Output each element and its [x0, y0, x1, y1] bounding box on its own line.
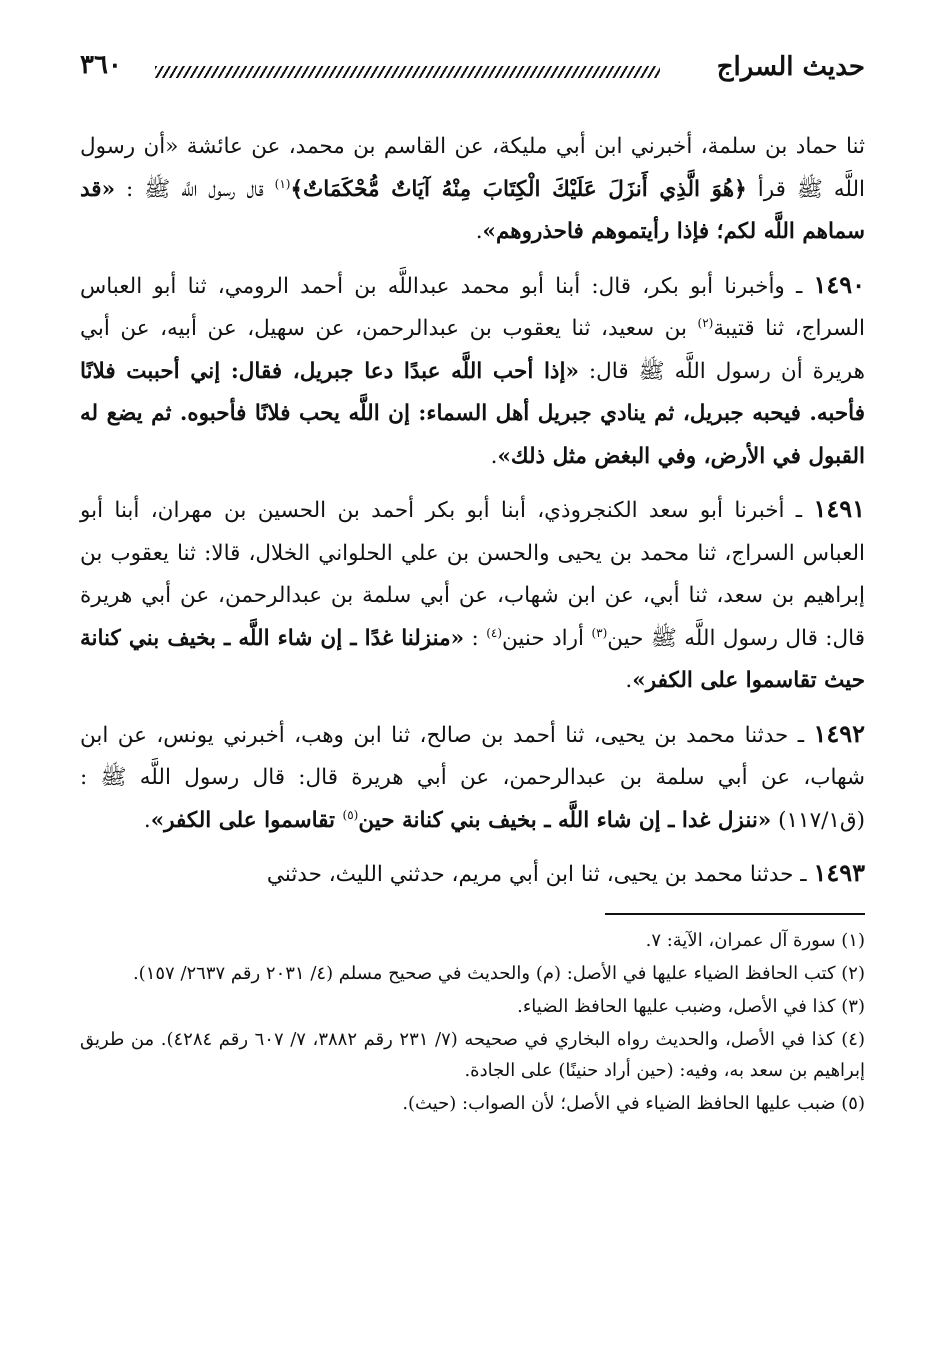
page-number: ٣٦٠	[80, 50, 122, 80]
quoted-text: ﴿هُوَ الَّذِي أَنزَلَ عَلَيْكَ الْكِتَابَ مِنْهُ آيَاتٌ مُّحْكَمَاتٌ﴾	[290, 176, 747, 202]
text-segment: .	[625, 668, 633, 693]
footnote: (٣) كذا في الأصل، وضبب عليها الحافظ الضياء.	[517, 995, 865, 1017]
page-header	[80, 48, 865, 92]
quoted-text: «إذا أحب اللَّه عبدًا دعا جبريل، فقال: إني أحببت فلانًا فأحبه. فيحبه جبريل، ثم ينادي جبريل أهل السماء: إن اللَّه يحب فلانًا فأحبوه. ثم يضع له القبول في الأرض، وفي البغض مثل ذلك»	[80, 358, 865, 469]
footnote-ref: (١)	[274, 176, 291, 191]
footnote: (٥) ضبب عليها الحافظ الضياء في الأصل؛ لأن الصواب: (حيث).	[402, 1092, 865, 1114]
text-segment: ـ حدثنا محمد بن يحيى، ثنا ابن أبي مريم، حدثني الليث، حدثني	[266, 862, 814, 887]
footnotes	[80, 925, 865, 1119]
footnote-separator	[605, 913, 865, 915]
footnote-ref: (٢)	[697, 315, 714, 330]
running-title: حديث السراج	[716, 52, 865, 82]
paragraph	[80, 852, 865, 897]
footnote: (٢) كتب الحافظ الضياء عليها في الأصل: (م) والحديث في صحيح مسلم (٤/ ٢٠٣١ رقم ٢٦٣٧/ ١٥٧).	[132, 962, 865, 984]
text-segment: ـ وأخبرنا أبو بكر، قال: أبنا أبو محمد عبداللَّه بن أحمد الرومي، ثنا أبو العباس السراج، ثنا قتيبة	[80, 273, 865, 341]
quoted-text: «منزلنا غدًا ـ إن شاء اللَّه ـ بخيف بني كنانة حيث تقاسموا على الكفر»	[80, 625, 865, 693]
text-segment: أراد حنين	[502, 625, 592, 651]
hadith-number: ١٤٩٣	[813, 858, 865, 887]
text-segment: قال رسول اللَّه ﷺ :	[115, 176, 275, 202]
footnote-ref: (٥)	[342, 807, 359, 822]
footnote: (٤) كذا في الأصل، والحديث رواه البخاري في صحيحه (٧/ ٢٣١ رقم ٣٨٨٢، ٧/ ٦٠٧ رقم ٤٢٨٤). من طريق إبراهيم بن سعد به، وفيه: (حين أراد حنينًا) على الجادة.	[80, 1028, 865, 1081]
quoted-text: «ننزل غدا ـ إن شاء اللَّه ـ بخيف بني كنانة حين	[358, 807, 772, 833]
paragraph	[80, 488, 865, 703]
text-segment: .	[475, 219, 483, 244]
paragraph	[80, 713, 865, 843]
quoted-text: «قد سماهم اللَّه لكم؛ فإذا رأيتموهم فاحذروهم»	[80, 176, 865, 244]
footnote: (١) سورة آل عمران، الآية: ٧.	[645, 929, 865, 951]
hadith-number: ١٤٩٢	[813, 718, 865, 748]
hadith-number: ١٤٩١	[813, 494, 865, 523]
paragraph	[80, 264, 865, 479]
hadith-number: ١٤٩٠	[813, 269, 865, 299]
text-segment: .	[143, 807, 151, 833]
book-page	[80, 48, 865, 1308]
header-ornament-rule	[155, 66, 660, 78]
text-segment: ـ حدثنا محمد بن يحيى، ثنا أحمد بن صالح، ثنا ابن وهب، أخبرني يونس، عن ابن شهاب، عن أبي سلمة بن عبدالرحمن، عن أبي هريرة قال: قال رسول اللَّه ﷺ : (ق١١٧/١)	[80, 722, 865, 833]
paragraph	[80, 126, 865, 254]
main-text	[80, 126, 865, 897]
footnote-ref: (٤)	[486, 625, 503, 640]
text-segment: .	[490, 443, 498, 469]
text-segment: ثنا حماد بن سلمة، أخبرني ابن أبي مليكة، عن القاسم بن محمد، عن عائشة «أن رسول اللَّه ﷺ قرأ	[80, 134, 865, 202]
text-segment: :	[464, 625, 487, 651]
text-segment: بن سعيد، ثنا يعقوب بن عبدالرحمن، عن سهيل، عن أبيه، عن أبي هريرة أن رسول اللَّه ﷺ قال:	[80, 316, 865, 384]
quoted-text: تقاسموا على الكفر»	[150, 807, 343, 833]
footnote-ref: (٣)	[591, 625, 608, 640]
text-segment: ـ أخبرنا أبو سعد الكنجروذي، أبنا أبو بكر أحمد بن الحسين بن مهران، أبنا أبو العباس السراج، ثنا محمد بن يحيى والحسن بن علي الحلواني الخلال، قالا: ثنا يعقوب بن إبراهيم بن سعد، ثنا أبي، عن ابن شهاب، عن أبي سلمة بن عبدالرحمن، عن أبي هريرة قال: قال رسول اللَّه ﷺ حين	[80, 498, 865, 651]
